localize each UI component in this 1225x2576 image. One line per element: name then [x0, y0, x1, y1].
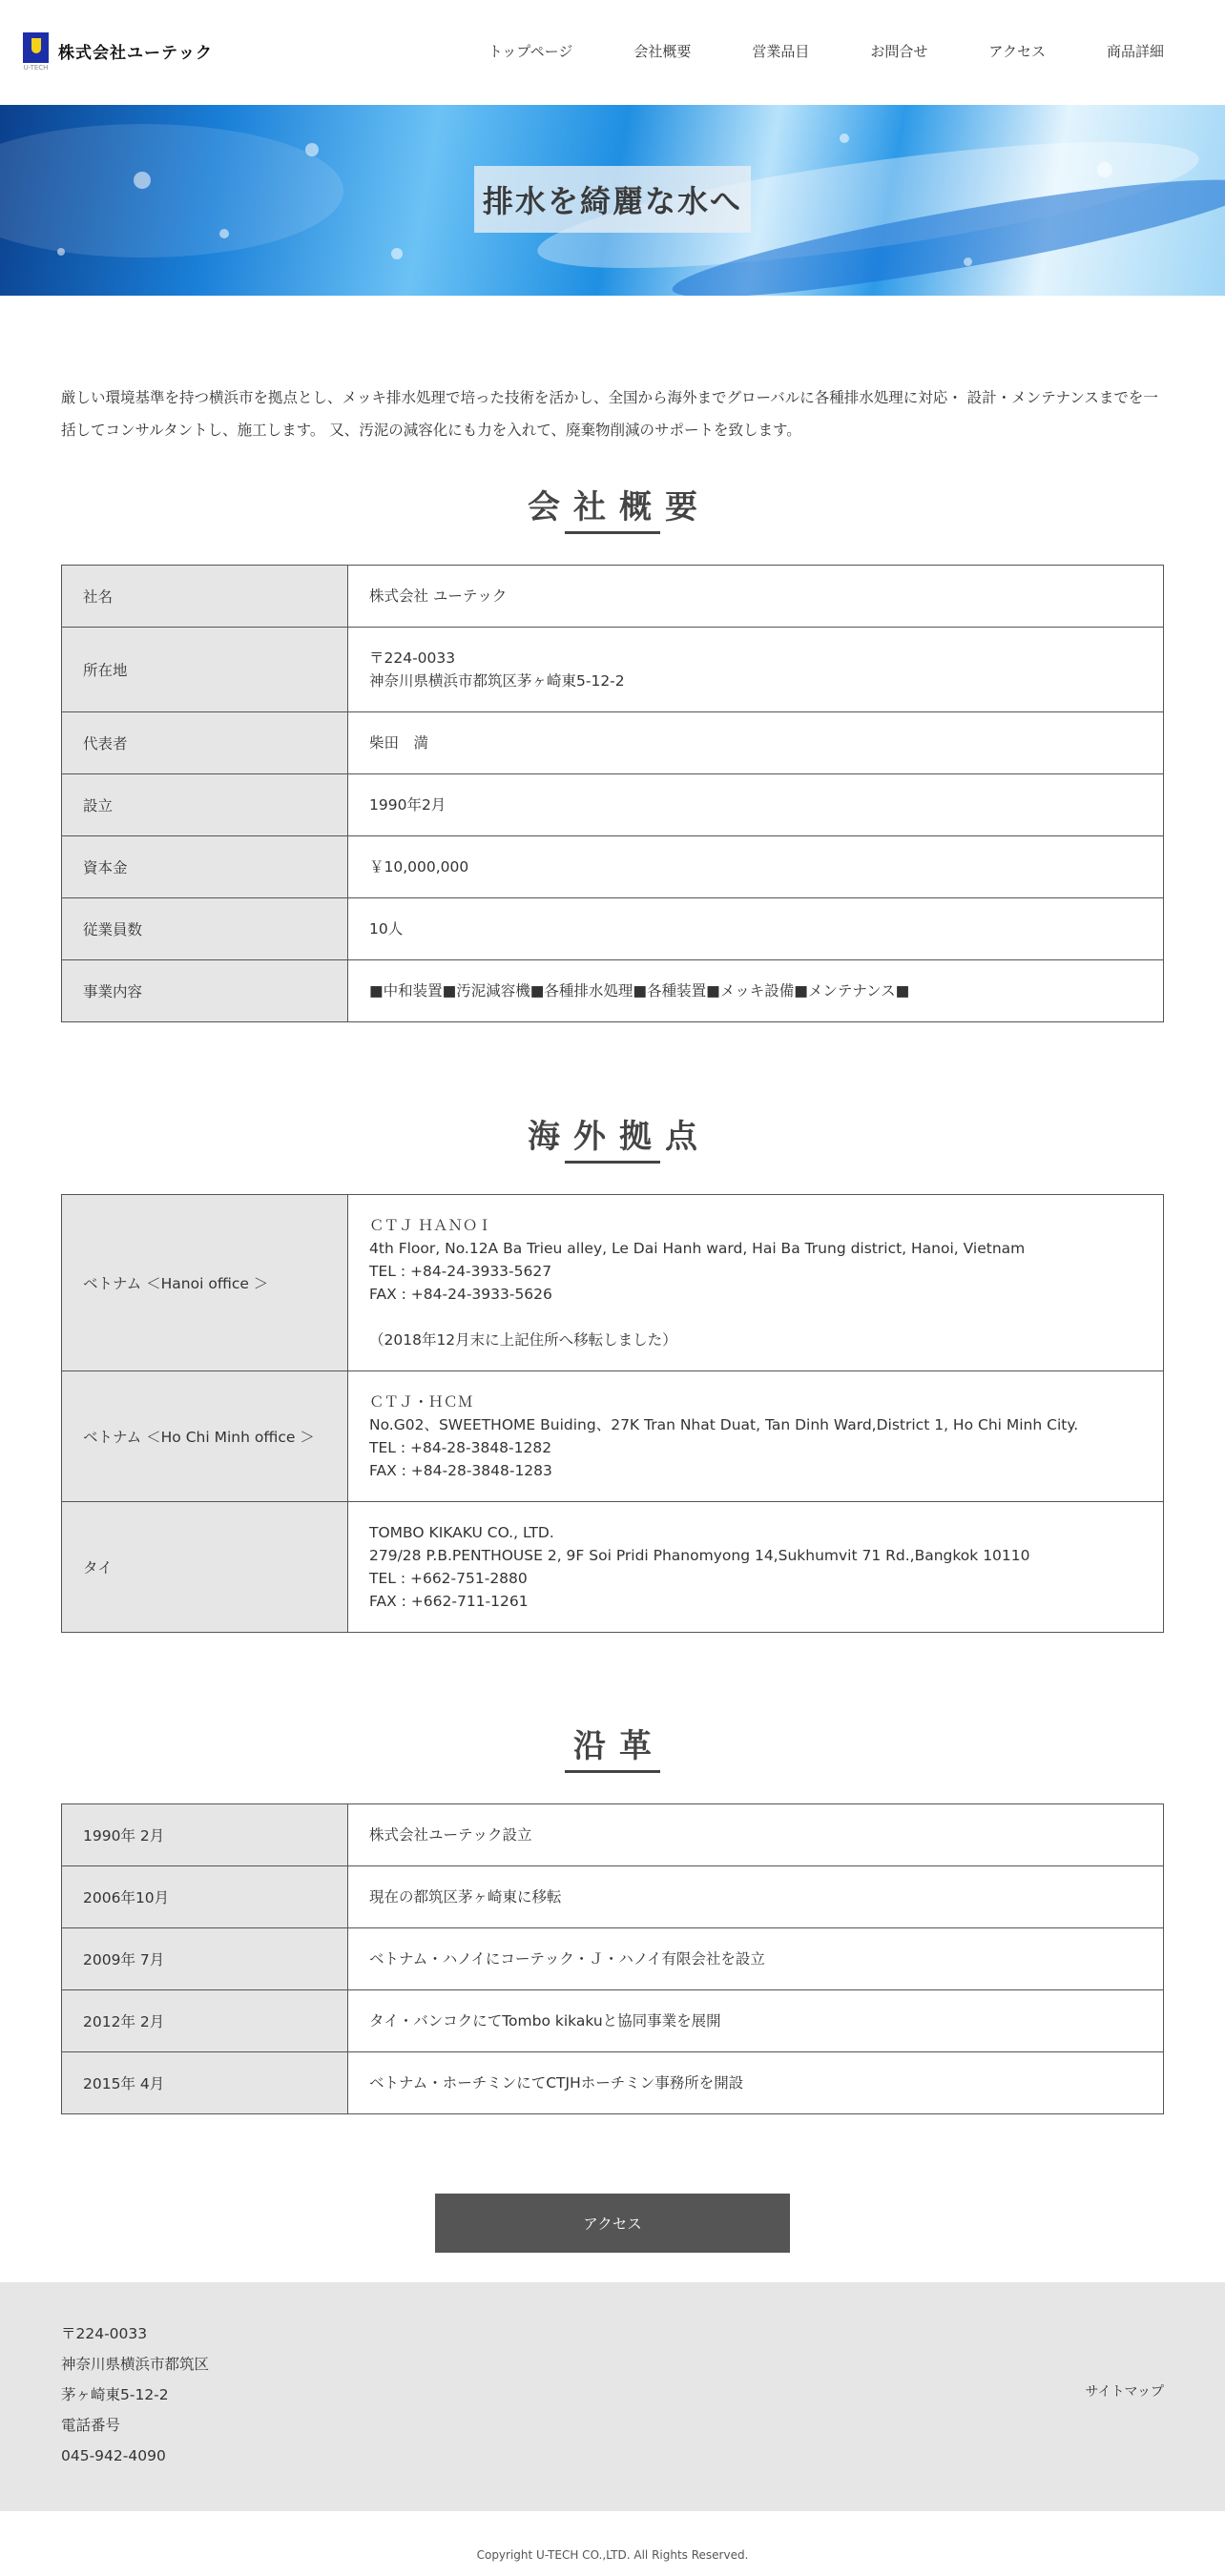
table-row [62, 1990, 1164, 2052]
nav-item-contact[interactable]: お問合せ [870, 43, 928, 60]
sitemap-link[interactable]: サイトマップ [1085, 2384, 1164, 2400]
table-row [62, 1866, 1164, 1928]
footer-address: 〒224-0033 神奈川県横浜市都筑区 茅ヶ崎東5-12-2 電話番号 045-942-4090 [61, 2325, 210, 2464]
logo[interactable] [23, 32, 213, 71]
company-table [61, 565, 1164, 1022]
row-value: ベトナム・ハノイにコーテック・Ｊ・ハノイ有限会社を設立 [348, 1928, 1164, 1990]
table-row [62, 1195, 1164, 1371]
hero-banner [0, 105, 1225, 296]
nav-item-product-detail[interactable]: 商品詳細 [1106, 43, 1164, 60]
table-row [62, 712, 1164, 774]
row-label: 事業内容 [62, 960, 348, 1022]
row-label: ベトナム ＜Hanoi office ＞ [62, 1195, 348, 1371]
table-row [62, 1502, 1164, 1633]
overseas-table [61, 1194, 1164, 1633]
table-row [62, 836, 1164, 898]
table-row [62, 1928, 1164, 1990]
row-value: ベトナム・ホーチミンにてCTJHホーチミン事務所を開設 [348, 2052, 1164, 2114]
table-row [62, 774, 1164, 836]
row-value: ＣＴＪ・ＨＣＭ No.G02、SWEETHOME Buiding、27K Tran Nhat Duat, Tan Dinh Ward,District 1, Ho Chi Minh City. TEL : +84-28-3848-1282 FAX : +84-28-3848-1283 [348, 1371, 1164, 1502]
logo-mark-icon: U-TECH [23, 32, 49, 71]
row-label: 所在地 [62, 628, 348, 712]
nav-item-access[interactable]: アクセス [988, 43, 1046, 60]
row-value: 現在の都筑区茅ヶ崎東に移転 [348, 1866, 1164, 1928]
row-label: 2006年10月 [62, 1866, 348, 1928]
row-label: 代表者 [62, 712, 348, 774]
table-row [62, 566, 1164, 628]
site-header [0, 0, 1225, 105]
row-value: 柴田 満 [348, 712, 1164, 774]
table-row [62, 2052, 1164, 2114]
row-label: ベトナム ＜Ho Chi Minh office ＞ [62, 1371, 348, 1502]
hero-title: 排水を綺麗な水へ [474, 166, 751, 233]
main-nav [427, 41, 1164, 61]
row-label: 2015年 4月 [62, 2052, 348, 2114]
row-value: 10人 [348, 898, 1164, 960]
row-label: 社名 [62, 566, 348, 628]
history-table [61, 1803, 1164, 2114]
row-value: タイ・バンコクにてTombo kikakuと協同事業を展開 [348, 1990, 1164, 2052]
row-label: 2012年 2月 [62, 1990, 348, 2052]
section-title-overseas: 海外拠点 [0, 1110, 1225, 1164]
row-value: 株式会社ユーテック設立 [348, 1804, 1164, 1866]
copyright: Copyright U-TECH CO.,LTD. All Rights Reserved. [476, 2548, 749, 2562]
row-label: 2009年 7月 [62, 1928, 348, 1990]
section-title-history: 沿革 [0, 1720, 1225, 1773]
row-value: 株式会社 ユーテック [348, 566, 1164, 628]
access-button[interactable]: アクセス [435, 2194, 790, 2253]
logo-text: 株式会社ユーテック [58, 44, 213, 63]
table-row [62, 1371, 1164, 1502]
row-value: TOMBO KIKAKU CO., LTD. 279/28 P.B.PENTHOUSE 2, 9F Soi Pridi Phanomyong 14,Sukhumvit 71 Rd.,Bangkok 10110 TEL : +662-751-2880 FAX : +662-711-1261 [348, 1502, 1164, 1633]
row-value: ＣＴＪ ＨＡＮＯＩ 4th Floor, No.12A Ba Trieu alley, Le Dai Hanh ward, Hai Ba Trung district, Hanoi, Vietnam TEL : +84-24-3933-5627 FAX : +84-24-3933-5626 （2018年12月末に上記住所へ移転しました） [348, 1195, 1164, 1371]
nav-item-top[interactable]: トップページ [488, 43, 573, 60]
table-row [62, 1804, 1164, 1866]
section-title-company: 会社概要 [0, 481, 1225, 534]
row-label: 1990年 2月 [62, 1804, 348, 1866]
row-label: 資本金 [62, 836, 348, 898]
site-footer [0, 2282, 1225, 2511]
row-label: 従業員数 [62, 898, 348, 960]
row-value: 1990年2月 [348, 774, 1164, 836]
row-value: ■中和装置■汚泥減容機■各種排水処理■各種装置■メッキ設備■メンテナンス■ [348, 960, 1164, 1022]
row-value: 〒224-0033 神奈川県横浜市都筑区茅ヶ崎東5-12-2 [348, 628, 1164, 712]
intro-text: 厳しい環境基準を持つ横浜市を拠点とし、メッキ排水処理で培った技術を活かし、全国から海外までグローバルに各種排水処理に対応・ 設計・メンテナンスまでを一括してコンサルタントし、施工します。 又、汚泥の減容化にも力を入れて、廃棄物削減のサポートを致します。 [61, 389, 1158, 439]
table-row [62, 898, 1164, 960]
row-label: 設立 [62, 774, 348, 836]
row-value: ￥10,000,000 [348, 836, 1164, 898]
table-row [62, 628, 1164, 712]
row-label: タイ [62, 1502, 348, 1633]
nav-item-company[interactable]: 会社概要 [633, 43, 692, 60]
table-row [62, 960, 1164, 1022]
nav-item-products[interactable]: 営業品目 [752, 43, 810, 60]
